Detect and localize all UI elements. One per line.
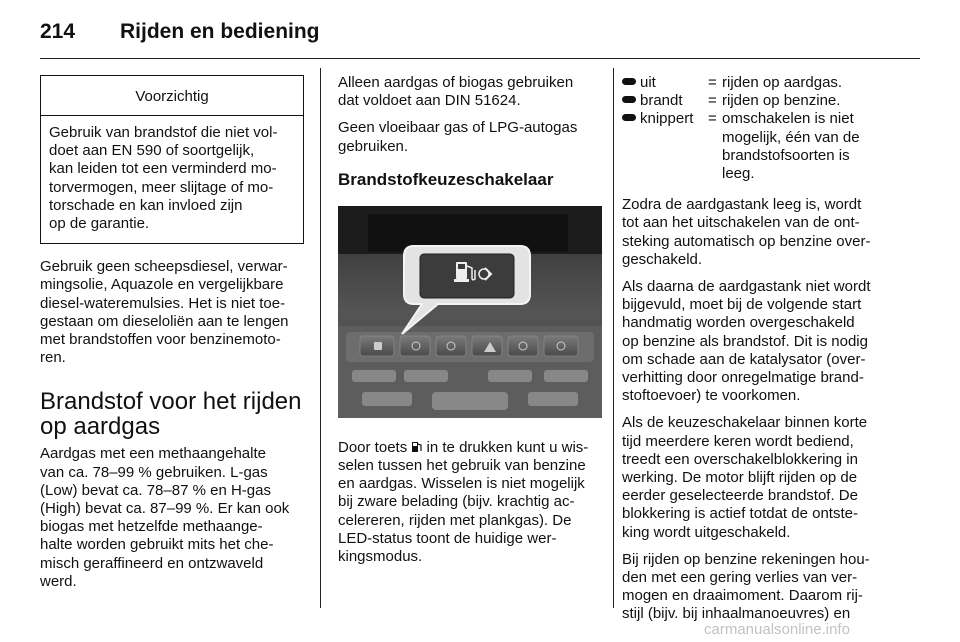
fuel-selector-photo: [338, 206, 602, 418]
subsection-heading: Brandstofkeuzeschakelaar: [338, 169, 554, 189]
text-line: king wordt uitgeschakeld.: [622, 523, 791, 541]
caution-heading: Voorzichtig: [41, 76, 303, 116]
text-line: werking. De motor blijft rijden op de: [622, 469, 858, 487]
text-line: tijd meerdere keren wordt bediend,: [622, 432, 854, 450]
led-indicator-icon: [622, 114, 636, 121]
text-line: ren.: [40, 349, 66, 367]
text-line: rijden op aardgas.: [722, 74, 843, 91]
text-line: gebruiken.: [338, 137, 409, 155]
text-line: op de garantie.: [49, 215, 150, 233]
column-middle: [338, 74, 603, 575]
led-indicator-icon: [622, 78, 636, 85]
text-line: (High) bevat ca. 87–99 %. Er kan ook: [40, 500, 290, 518]
text-line: Zodra de aardgastank leeg is, wordt: [622, 196, 862, 214]
paragraph-natural-gas: [40, 445, 304, 591]
text-line: mogelijk, één van de: [722, 128, 860, 146]
text-line: rijden op benzine.: [722, 92, 841, 110]
text-line: bijgevuld, moet bij de volgende start: [622, 296, 862, 314]
text-line: om schade aan de katalysator (over-: [622, 350, 866, 368]
text-line: selen tussen het gebruik van benzine: [338, 457, 586, 475]
caution-text: [41, 116, 303, 243]
text-line: geschakeld.: [622, 250, 703, 268]
paragraph-petrol-loss: [622, 551, 905, 624]
status-key: uit: [640, 74, 656, 91]
caution-box: [40, 75, 304, 244]
status-value: [722, 110, 905, 183]
text-line: doet aan EN 590 of soortgelijk,: [49, 142, 255, 160]
page-number: 214: [40, 20, 76, 43]
text-line: en aardgas. Wisselen is niet mogelijk: [338, 475, 585, 493]
text-line: Als de keuzeschakelaar binnen korte: [622, 414, 868, 432]
text-line: eerder geselecteerde brandstof. De: [622, 487, 858, 505]
text-line: van ca. 78–99 % gebruiken. L-gas: [40, 463, 268, 481]
text-line: LED-status toont de huidige wer-: [338, 529, 557, 547]
text-line: handmatig worden overgeschakeld: [622, 314, 855, 332]
text-fragment: in te drukken kunt u wis-: [426, 438, 589, 456]
text-line: steking automatisch op benzine over-: [622, 232, 871, 250]
led-status-table: [622, 74, 905, 183]
status-equals: =: [708, 74, 717, 91]
led-indicator-icon: [622, 96, 636, 103]
paragraph-blocking: [622, 414, 905, 541]
text-line: met brandstoffen voor benzinemoto-: [40, 331, 281, 349]
page-header: [40, 20, 920, 59]
text-line: dat voldoet aan DIN 51624.: [338, 92, 521, 110]
status-key: brandt: [640, 92, 683, 110]
table-row: [622, 110, 905, 183]
text-line: werd.: [40, 572, 77, 590]
text-line: Geen vloeibaar gas of LPG-autogas: [338, 119, 578, 137]
text-line: treedt een overschakelblokkering in: [622, 450, 858, 468]
status-value: [722, 92, 905, 110]
text-line: blokkering is actief totdat de ontste-: [622, 505, 858, 523]
paragraph-lpg: [338, 119, 603, 155]
paragraph-diesel-warning: [40, 258, 304, 367]
text-line: brandstofsoorten is: [722, 146, 850, 164]
status-equals: =: [708, 110, 717, 128]
text-line: Gebruik geen scheepsdiesel, verwar-: [40, 258, 288, 276]
text-line: Als daarna de aardgastank niet wordt: [622, 278, 871, 296]
paragraph-auto-switch: [622, 196, 905, 269]
status-value: [722, 74, 905, 92]
column-divider: [613, 68, 614, 608]
paragraph-manual-switch: [622, 278, 905, 405]
text-line: op benzine als brandstof. Dit is nodig: [622, 332, 868, 350]
watermark: carmanualsonline.info: [704, 621, 850, 638]
text-line: kan leiden tot een verminderd mo-: [49, 160, 277, 178]
text-fragment: Door toets: [338, 438, 408, 456]
text-line: Aardgas met een methaangehalte: [40, 445, 266, 463]
text-line: bij zware belading (bijv. krachtig ac-: [338, 493, 575, 511]
paragraph-switch-instructions: [338, 439, 603, 566]
table-row: [622, 92, 905, 110]
text-line: mogen en draaimoment. Daarom rij-: [622, 587, 863, 605]
status-key: knippert: [640, 110, 694, 128]
text-line: [338, 439, 603, 457]
text-line: leeg.: [722, 165, 755, 183]
column-divider: [320, 68, 321, 608]
text-line: torschade en kan invloed zijn: [49, 196, 243, 214]
text-line: misch geraffineerd en ontzwaveld: [40, 554, 264, 572]
text-line: biogas met hetzelfde methaange-: [40, 518, 263, 536]
section-heading: [40, 389, 304, 439]
text-line: verhitting door onregelmatige brand-: [622, 369, 864, 387]
text-line: torvermogen, meer slijtage of mo-: [49, 178, 274, 196]
text-line: mingsolie, Aquazole en vergelijkbare: [40, 276, 284, 294]
heading-line: Brandstof voor het rijden: [40, 388, 302, 416]
text-line: stoftoevoer) te voorkomen.: [622, 387, 801, 405]
text-line: Gebruik van brandstof die niet vol-: [49, 124, 278, 141]
text-line: gestaan om dieseloliën aan te lengen: [40, 312, 289, 330]
paragraph-din: [338, 74, 603, 110]
text-line: diesel-wateremulsies. Het is niet toe-: [40, 294, 286, 312]
page-title: Rijden en bediening: [120, 20, 320, 43]
text-line: stijl (bijv. bij inhaalmanoeuvres) en: [622, 605, 851, 623]
text-line: Bij rijden op benzine rekeningen hou-: [622, 550, 870, 568]
table-row: [622, 74, 905, 92]
fuel-pump-icon: [411, 441, 422, 454]
heading-line: op aardgas: [40, 413, 161, 441]
text-line: Alleen aardgas of biogas gebruiken: [338, 74, 574, 91]
text-line: kingsmodus.: [338, 548, 423, 566]
column-right: [622, 74, 905, 633]
text-line: omschakelen is niet: [722, 110, 854, 128]
text-line: tot aan het uitschakelen van de ont-: [622, 214, 860, 232]
status-equals: =: [708, 92, 717, 110]
column-left: [40, 75, 304, 600]
text-line: (Low) bevat ca. 78–87 % en H-gas: [40, 481, 271, 499]
text-line: den met een gering verlies van ver-: [622, 569, 858, 587]
text-line: halte worden gebruikt mits het che-: [40, 536, 274, 554]
text-line: celereren, rijden met plankgas). De: [338, 511, 572, 529]
